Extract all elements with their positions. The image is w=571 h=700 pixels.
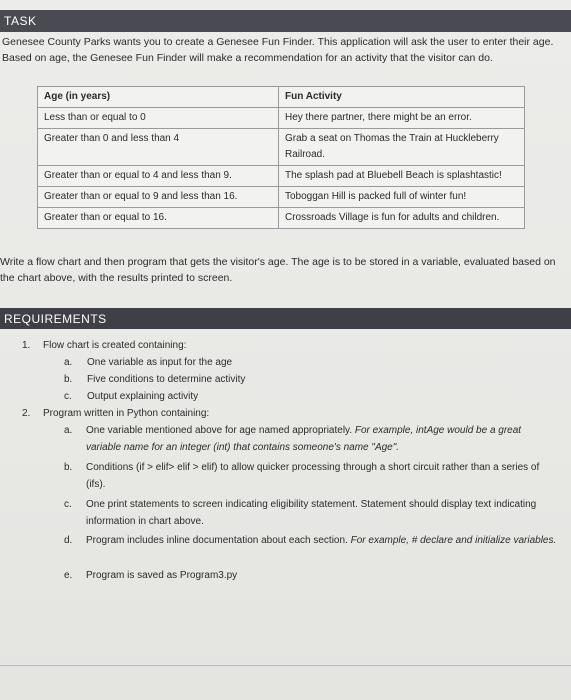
age-cell: Less than or equal to 0 [38,108,279,129]
requirements-header-bar [0,308,571,329]
sub-letter: a. [64,357,73,368]
age-cell: Greater than or equal to 16. [38,208,279,229]
sub-text-example: For example, # declare and initialize variables. [350,535,557,546]
sub-text: Output explaining activity [87,391,199,402]
sub-text: One print statements to screen indicating eligibility statement. Statement should display text indicating information in chart above. [86,499,537,527]
write-instruction: Write a flow chart and then program that gets the visitor's age. The age is to be stored in a variable, evaluated based on the chart above, with the results printed to screen. [0,256,556,284]
table-row [38,129,525,166]
sub-letter: a. [64,425,73,436]
task-header-bar [0,10,571,32]
table-header-row [38,87,525,108]
table-row [38,208,525,229]
age-cell: Greater than or equal to 9 and less than 16. [38,187,279,208]
sub-letter: c. [64,391,72,402]
sub-text: Program is saved as Program3.py [86,570,238,581]
age-activity-table [37,86,525,229]
activity-cell: Grab a seat on Thomas the Train at Huckleberry Railroad. [279,129,525,166]
sub-letter: b. [64,374,73,385]
sub-text: Conditions (if > elif> elif > elif) to allow quicker processing through a short circuit rather than a series of (ifs). [86,462,540,490]
table-row [38,166,525,187]
task-header: TASK [4,14,37,28]
header-age: Age (in years) [38,87,279,108]
req-text: Flow chart is created containing: [43,340,187,351]
divider-line [0,665,571,666]
table-row [38,187,525,208]
activity-cell: Toboggan Hill is packed full of winter fun! [279,187,525,208]
sub-text-main: One variable mentioned above for age named appropriately. [86,425,353,436]
sub-text [86,422,556,456]
sub-letter: b. [64,462,73,473]
table-row [38,108,525,129]
age-cell: Greater than 0 and less than 4 [38,129,279,166]
activity-cell: The splash pad at Bluebell Beach is splashtastic! [279,166,525,187]
sub-text-example: For example, intAge would be a great variable name for an integer (int) that contains someone's name "Age". [86,425,522,453]
sub-letter: c. [64,499,72,510]
header-activity: Fun Activity [279,87,525,108]
task-intro: Genesee County Parks wants you to create a Genesee Fun Finder. This application will ask the user to enter their age. Based on age, the Genesee Fun Finder will make a recommendation for an activity that the visitor can do. [2,36,554,64]
sub-text [86,532,570,549]
sub-text-main: Program includes inline documentation about each section. [86,535,348,546]
sub-letter: d. [64,535,73,546]
requirements-header: REQUIREMENTS [4,312,107,326]
req-number: 2. [22,408,31,419]
req-number: 1. [22,340,31,351]
age-cell: Greater than or equal to 4 and less than 9. [38,166,279,187]
activity-cell: Crossroads Village is fun for adults and children. [279,208,525,229]
activity-cell: Hey there partner, there might be an error. [279,108,525,129]
sub-letter: e. [64,570,73,581]
sub-text: Five conditions to determine activity [87,374,246,385]
req-text: Program written in Python containing: [43,408,210,419]
sub-text: One variable as input for the age [87,357,233,368]
